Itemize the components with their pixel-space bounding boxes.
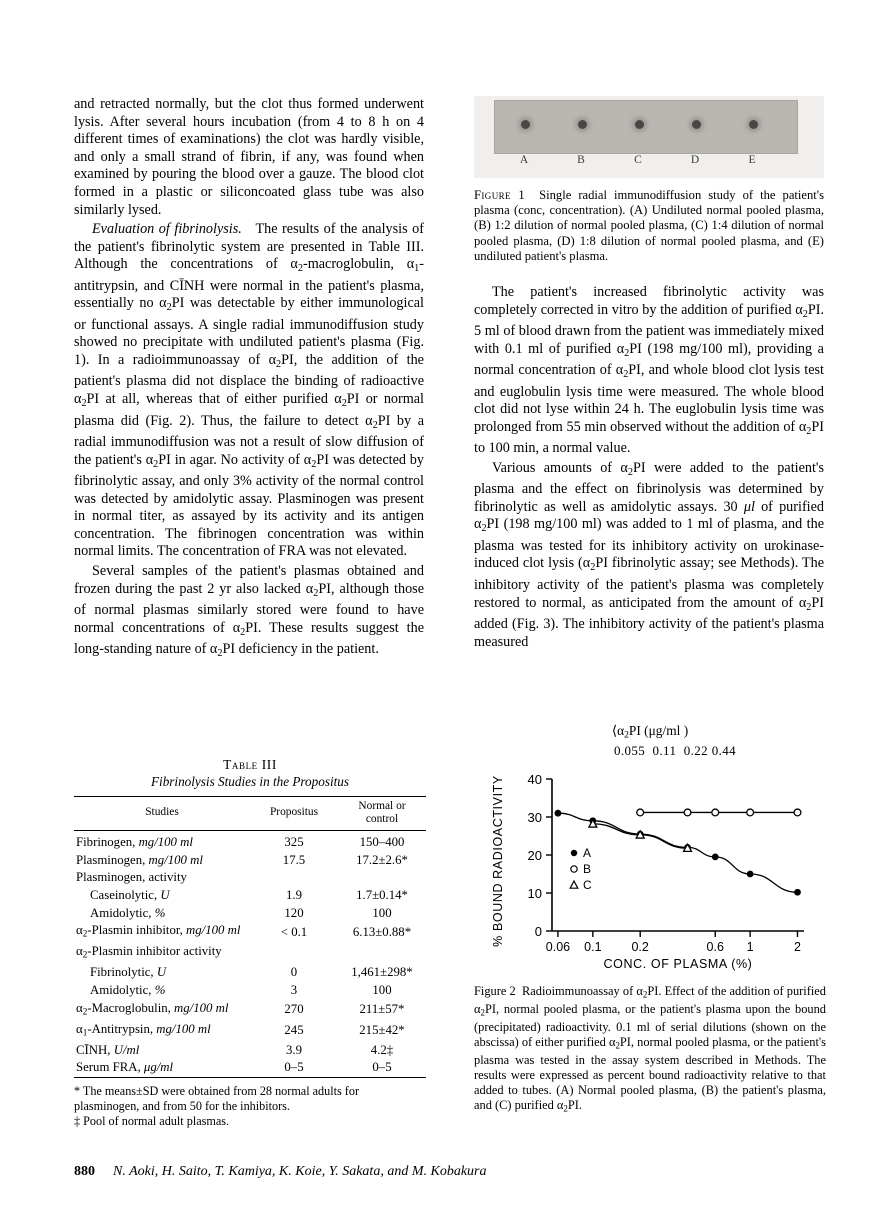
cell-study: CĪNH, U/ml <box>76 1042 140 1057</box>
cell-normal: 17.2±2.6* <box>356 852 408 867</box>
figure2-caption: Figure 2 Radioimmunoassay of $\alpha_2PI$. Effect of the addition of purified $\alpha_2PI$, normal pooled plasma, or the patient's plasma upon the bound (precipitated) radioactivity. 0.1 ml of serial dilutions (shown on the abscissa) of either purified $\alpha_2PI$, normal pooled plasma, or the patient's plasma was tested in the assay system described in Methods. The results were expressed as percent bound radioactivity relative to that added to tubes. (A) Normal pooled plasma, (B) the patient's plasma, and (C) purified $\alpha_2PI$. <box>474 983 826 1114</box>
y-tick-label: 0 <box>534 923 542 939</box>
table-iii <box>74 757 426 1129</box>
gel-well-d <box>692 120 701 129</box>
data-point-B <box>747 809 754 816</box>
cell-propositus: 17.5 <box>282 852 306 867</box>
x-tick-label: 0.6 <box>706 939 724 954</box>
y-tick-label: 10 <box>527 885 542 901</box>
chart-top-ticks <box>474 743 826 759</box>
cell-study: Fibrinogen, mg/100 ml <box>76 835 193 850</box>
x-tick-label: 1 <box>746 939 754 954</box>
cell-study: $\alpha_2$-Plasmin inhibitor, mg/100 ml <box>76 923 241 939</box>
cell-normal: 215±42* <box>359 1023 405 1038</box>
fibrinolysis-table <box>74 796 426 1078</box>
gel-label-c: C <box>634 154 642 166</box>
cell-normal: 0–5 <box>372 1060 392 1075</box>
cell-propositus: < 0.1 <box>280 924 308 939</box>
top-tick-3: 0.22 <box>683 742 709 758</box>
cell-normal: 1,461±298* <box>351 965 413 980</box>
cell-study: Amidolytic, % <box>90 982 166 997</box>
table-note-1: * The means±SD were obtained from 28 normal adults for plasminogen, and from 50 for the inhibitors. <box>74 1083 360 1113</box>
table-title: Table III <box>223 757 277 772</box>
legend-label-C: C <box>583 877 592 892</box>
chart-top-title: $⟨\alpha_2PI$ (μg/ml ) <box>611 723 689 741</box>
cell-propositus: 325 <box>284 835 304 850</box>
cell-normal <box>338 943 426 964</box>
x-tick-label: 0.2 <box>631 939 649 954</box>
cell-study: Serum FRA, μg/ml <box>76 1060 174 1075</box>
data-point-A <box>794 889 801 896</box>
gel-label-d: D <box>690 154 700 166</box>
table-row <box>74 869 426 887</box>
cell-normal: 100 <box>372 905 392 920</box>
data-point-B <box>712 809 719 816</box>
figure2-label: Figure 2 <box>474 983 516 998</box>
cell-normal: 150–400 <box>359 835 405 850</box>
cell-study: Plasminogen, activity <box>76 870 187 885</box>
cell-study: $\alpha_2$-Macroglobulin, mg/100 ml <box>76 1000 229 1017</box>
table-row <box>74 943 426 964</box>
immunodiffusion-gel <box>494 100 798 154</box>
gel-well-c <box>635 120 644 129</box>
cell-normal: 4.2‡ <box>370 1042 394 1057</box>
figure1-caption: Figure 1 Single radial immunodiffusion study of the patient's plasma (conc, concentration). (A) Undiluted normal pooled plasma, (B) 1:2 dilution of normal pooled plasma, (C) 1:4 dilution of normal pooled plasma, (D) 1:8 dilution of normal pooled plasma, and (E) undiluted patient's plasma. <box>474 188 824 263</box>
gel-label-a: A <box>519 154 529 166</box>
cell-propositus: 1.9 <box>286 887 302 902</box>
figure1-image <box>474 96 824 178</box>
cell-propositus: 0–5 <box>284 1060 304 1075</box>
data-point-A <box>712 853 719 860</box>
x-tick-label: 0.1 <box>584 939 602 954</box>
paragraph-2: Evaluation of fibrinolysis. The results of the analysis of the patient's fibrinolytic system are presented in Table III. Although the concentrations of $\alpha_2$-macroglobulin, $\alpha_1$-antitrypsin, and CĪNH were normal in the patient's plasma, essentially no $\alpha_2PI$ was detectable by either immunological or functional assays. A single radial immunodiffusion study showed no precipitate with undiluted patient's plasma (Fig. 1). In a radioimmunoassay of $\alpha_2PI$, the addition of the patient's plasma did not displace the binding of radioactive $\alpha_2PI$ at all, whereas that of either purified $\alpha_2PI$ or normal plasma did (Fig. 2). Thus, the failure to detect $\alpha_2PI$ by a radial immunodiffusion was not a result of slow diffusion of the patient's $\alpha_2PI$ in agar. No activity of $\alpha_2PI$ was detected by fibrinolytic assay, and only 3% activity of the normal control was detected by amidolytic assay. Plasminogen was present in normal titer, as assayed by its activity and its antigen concentration. The fibrinogen concentration was within normal limits. The concentration of FRA was not elevated. <box>74 221 425 560</box>
table-row <box>74 982 426 1000</box>
page-number: 880 <box>74 1164 95 1179</box>
gel-well-e <box>749 120 758 129</box>
data-point-A <box>555 809 562 816</box>
legend-label-B: B <box>583 861 592 876</box>
cell-normal: 6.13±0.88* <box>352 924 412 939</box>
paragraph-1: and retracted normally, but the clot thus formed underwent lysis. After several hours incubation (from 4 to 8 h on 4 different times of examinations) the clot was hardly visible, and only a small strand of fibrin, if any, was found when examined by pouring the blood over a gauze. The blood clot formed in a plastic or siliconcoated glass tube was also similarly lysed. <box>74 96 424 218</box>
cell-propositus: 0 <box>290 965 298 980</box>
figure1-label: Figure 1 <box>474 188 526 202</box>
cell-propositus: 270 <box>284 1002 304 1017</box>
table-row <box>74 1059 426 1077</box>
gel-label-b: B <box>577 154 585 166</box>
cell-propositus <box>250 943 338 964</box>
top-tick-2: 0.11 <box>652 742 677 758</box>
page-footer <box>74 1164 834 1180</box>
table-row <box>74 964 426 982</box>
table-row <box>74 999 426 1020</box>
left-column <box>74 96 424 663</box>
gel-well-labels <box>494 154 796 170</box>
table-row <box>74 852 426 870</box>
legend-marker-B <box>571 865 577 871</box>
legend-marker-C <box>570 881 578 888</box>
x-axis-label: CONC. OF PLASMA (%) <box>603 956 753 971</box>
y-tick-label: 30 <box>527 809 542 825</box>
col-header-studies: Studies <box>145 806 179 819</box>
cell-normal <box>338 869 426 887</box>
y-tick-label: 20 <box>527 847 542 863</box>
cell-normal: 100 <box>372 982 392 997</box>
data-point-B <box>794 809 801 816</box>
data-point-B <box>684 809 691 816</box>
table-body <box>74 831 426 1078</box>
gel-well-b <box>578 120 587 129</box>
x-tick-label: 0.06 <box>545 939 571 954</box>
table-row <box>74 834 426 852</box>
table-subtitle: Fibrinolysis Studies in the Propositus <box>150 774 350 789</box>
data-point-A <box>747 870 754 877</box>
col-header-propositus: Propositus <box>269 806 319 819</box>
y-axis-label: % BOUND RADIOACTIVITY <box>491 774 505 947</box>
table-note-2: ‡ Pool of normal adult plasmas. <box>74 1113 230 1128</box>
author-list: N. Aoki, H. Saito, T. Kamiya, K. Koie, Y. Sakata, and M. Kobakura <box>113 1164 487 1179</box>
col-header-normal: Normal or control <box>358 800 406 825</box>
cell-propositus: 3 <box>290 982 298 997</box>
data-point-B <box>637 809 644 816</box>
legend-label-A: A <box>583 845 592 860</box>
cell-propositus: 3.9 <box>286 1042 302 1057</box>
cell-study: Fibrinolytic, U <box>90 965 167 980</box>
cell-study: Plasminogen, mg/100 ml <box>76 852 203 867</box>
x-tick-label: 2 <box>794 939 801 954</box>
right-column <box>474 96 824 651</box>
cell-study: Amidolytic, % <box>90 905 166 920</box>
cell-study: $\alpha_2$-Plasmin inhibitor activity <box>76 944 222 960</box>
legend-marker-A <box>571 849 577 855</box>
paragraph-5: Various amounts of $\alpha_2PI$ were added to the patient's plasma and the effect on fibrinolysis was determined by fibrinolytic as well as amidolytic assays. 30 μl of purified $\alpha_2PI$ (198 mg/100 ml) was added to 1 ml of plasma, and the plasma was tested for its inhibitory activity on urokinase-induced clot lysis ($\alpha_2PI$ fibrinolytic assay; see Methods). The inhibitory activity of the patient's plasma was completely restored to normal, as anticipated from the amount of $\alpha_2PI$ added (Fig. 3). The inhibitory activity of the patient's plasma measured <box>474 459 824 650</box>
top-tick-1: 0.055 <box>613 742 646 758</box>
cell-study: $\alpha_1$-Antitrypsin, mg/100 ml <box>76 1021 211 1038</box>
cell-propositus <box>250 869 338 887</box>
cell-propositus: 120 <box>284 905 304 920</box>
cell-study: Caseinolytic, U <box>90 887 170 902</box>
table-row <box>74 1042 426 1060</box>
y-tick-label: 40 <box>527 771 542 787</box>
cell-propositus: 245 <box>284 1023 304 1038</box>
table-row <box>74 887 426 905</box>
table-row <box>74 1021 426 1042</box>
paragraph-4: The patient's increased fibrinolytic activity was completely corrected in vitro by the addition of purified $\alpha_2PI$. 5 ml of blood drawn from the patient was immediately mixed with 0.1 ml of purified $\alpha_2PI$ (198 mg/100 ml), providing a normal concentration of $\alpha_2PI$, and whole blood clot lysis test and euglobulin lysis time were measured. The whole blood clot did not lyse within 24 h. The euglobulin lysis time was prolonged from 55 min observed without the addition of $\alpha_2PI$ to 100 min, a normal value. <box>474 284 824 457</box>
radioimmunoassay-plot <box>474 761 826 976</box>
top-tick-4: 0.44 <box>711 742 737 758</box>
table-row <box>74 904 426 922</box>
paragraph-3: Several samples of the patient's plasmas obtained and frozen during the past 2 yr also lacked $\alpha_2PI$, although those of normal plasmas similarly stored were found to have normal concentrations of $\alpha_2PI$. These results suggest the long-standing nature of $\alpha_2PI$ deficiency in the patient. <box>74 563 424 659</box>
figure2-chart <box>474 723 826 1128</box>
gel-well-a <box>521 120 530 129</box>
cell-normal: 211±57* <box>359 1002 405 1017</box>
table-row <box>74 922 426 943</box>
cell-normal: 1.7±0.14* <box>356 887 408 902</box>
gel-label-e: E <box>748 154 756 166</box>
